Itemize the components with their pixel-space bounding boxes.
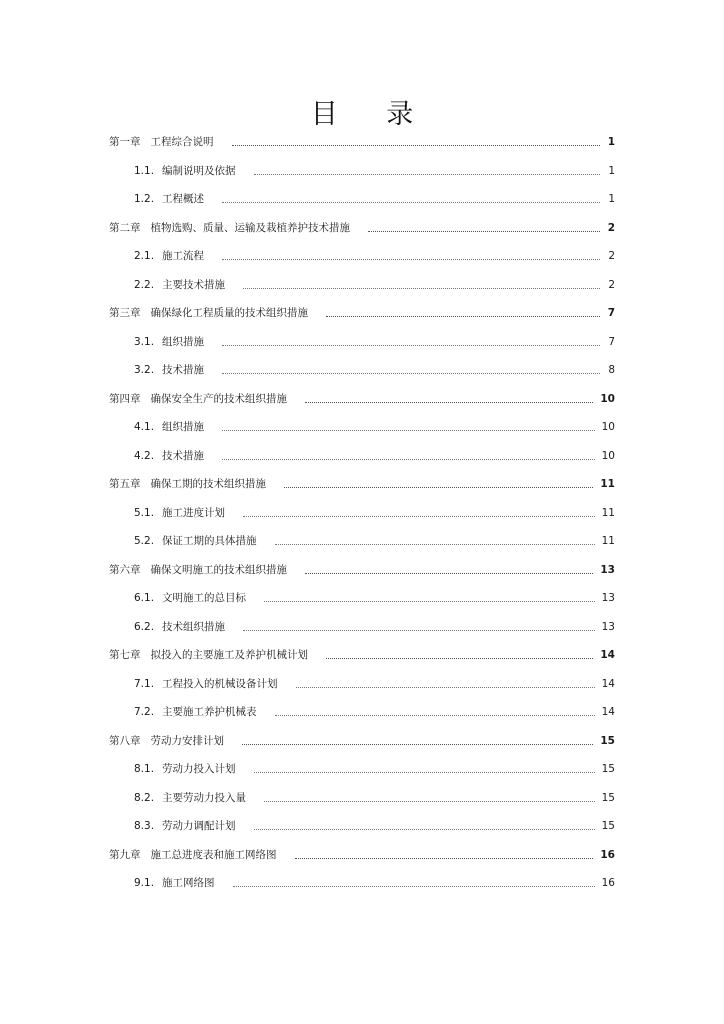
toc-page-number: 10 [601, 421, 615, 433]
toc-entry-number: 第八章 [109, 734, 141, 747]
dot-leader [305, 572, 593, 574]
dot-leader [243, 629, 595, 631]
toc-entry-number: 3.2. [134, 364, 155, 376]
toc-entry-label: 确保安全生产的技术组织措施 [150, 392, 287, 405]
dot-leader [254, 828, 595, 830]
table-of-contents [109, 128, 615, 898]
toc-entry-number: 3.1. [134, 335, 155, 348]
toc-section-entry[interactable] [109, 698, 615, 727]
toc-entry-number: 第五章 [109, 478, 141, 490]
toc-entry-label: 组织措施 [162, 335, 205, 348]
toc-entry-label: 施工网络图 [162, 877, 215, 889]
toc-entry-label: 技术组织措施 [162, 620, 226, 633]
toc-page-number: 2 [607, 221, 615, 234]
dot-leader [233, 885, 595, 887]
toc-entry-number: 5.1. [134, 506, 155, 519]
toc-entry-label: 确保工期的技术组织措施 [150, 478, 266, 490]
dot-leader [222, 258, 600, 260]
dot-leader [243, 515, 595, 517]
toc-page-number: 15 [601, 820, 615, 832]
dot-leader [254, 173, 600, 175]
dot-leader [275, 543, 595, 545]
toc-entry-label: 技术措施 [162, 364, 205, 376]
toc-page-number: 7 [608, 335, 615, 348]
dot-leader [295, 857, 594, 859]
toc-chapter-entry[interactable] [109, 841, 615, 870]
toc-page-number: 8 [608, 364, 615, 376]
toc-section-entry[interactable] [109, 784, 615, 813]
toc-entry-number: 5.2. [134, 535, 155, 547]
toc-page-number: 14 [600, 649, 615, 661]
toc-section-entry[interactable] [109, 185, 615, 214]
toc-page-number: 13 [601, 620, 615, 633]
toc-chapter-entry[interactable] [109, 299, 615, 328]
toc-entry-number: 第四章 [109, 392, 141, 405]
toc-page-number: 11 [600, 478, 615, 490]
toc-entry-number: 4.1. [134, 421, 155, 433]
toc-entry-number: 9.1. [134, 877, 155, 889]
toc-entry-number: 2.2. [134, 278, 155, 291]
toc-section-entry[interactable] [109, 584, 615, 613]
toc-chapter-entry[interactable] [109, 128, 615, 157]
toc-entry-number: 第七章 [109, 649, 141, 661]
dot-leader [264, 800, 595, 802]
toc-page-number: 2 [608, 250, 615, 262]
toc-section-entry[interactable] [109, 328, 615, 357]
dot-leader [326, 315, 600, 317]
toc-section-entry[interactable] [109, 812, 615, 841]
toc-entry-label: 工程概述 [162, 193, 205, 205]
toc-entry-number: 8.1. [134, 763, 155, 775]
toc-page-number: 7 [607, 307, 615, 319]
toc-section-entry[interactable] [109, 356, 615, 385]
toc-page-number: 2 [608, 278, 615, 291]
dot-leader [368, 230, 600, 232]
toc-chapter-entry[interactable] [109, 727, 615, 756]
toc-chapter-entry[interactable] [109, 214, 615, 243]
dot-leader [296, 686, 595, 688]
toc-section-entry[interactable] [109, 499, 615, 528]
toc-entry-label: 施工进度计划 [162, 506, 226, 519]
toc-entry-label: 工程综合说明 [150, 136, 214, 148]
toc-page-number: 14 [601, 706, 615, 718]
dot-leader [222, 372, 600, 374]
toc-page-number: 10 [600, 392, 615, 405]
toc-page-number: 15 [600, 734, 615, 747]
toc-entry-number: 第六章 [109, 563, 141, 576]
toc-page-number: 13 [600, 563, 615, 576]
toc-page-number: 1 [607, 136, 615, 148]
dot-leader [222, 201, 600, 203]
toc-entry-number: 7.1. [134, 677, 155, 690]
toc-section-entry[interactable] [109, 613, 615, 642]
toc-entry-label: 施工总进度表和施工网络图 [150, 848, 277, 861]
toc-entry-label: 工程投入的机械设备计划 [162, 677, 278, 690]
toc-entry-label: 植物选购、质量、运输及栽植养护技术措施 [150, 221, 350, 234]
toc-entry-number: 8.2. [134, 791, 155, 804]
page-title: 目 录 [310, 99, 434, 130]
toc-page-number: 15 [601, 763, 615, 775]
toc-entry-label: 主要劳动力投入量 [162, 791, 247, 804]
toc-entry-number: 6.2. [134, 620, 155, 633]
toc-entry-number: 第三章 [109, 307, 141, 319]
toc-entry-label: 确保文明施工的技术组织措施 [150, 563, 287, 576]
toc-chapter-entry[interactable] [109, 470, 615, 499]
toc-section-entry[interactable] [109, 869, 615, 898]
dot-leader [243, 287, 600, 289]
toc-page-number: 1 [608, 164, 615, 177]
toc-entry-number: 4.2. [134, 449, 155, 462]
toc-entry-label: 劳动力调配计划 [162, 820, 236, 832]
dot-leader [222, 458, 595, 460]
toc-entry-label: 主要施工养护机械表 [162, 706, 257, 718]
toc-page-number: 15 [601, 791, 615, 804]
dot-leader [326, 657, 593, 659]
toc-entry-number: 7.2. [134, 706, 155, 718]
dot-leader [275, 714, 595, 716]
dot-leader [222, 344, 600, 346]
toc-section-entry[interactable] [109, 271, 615, 300]
toc-entry-label: 施工流程 [162, 250, 205, 262]
toc-section-entry[interactable] [109, 755, 615, 784]
toc-page-number: 16 [601, 877, 615, 889]
toc-entry-number: 第二章 [109, 221, 141, 234]
toc-entry-label: 保证工期的具体措施 [162, 535, 257, 547]
toc-entry-number: 第一章 [109, 136, 141, 148]
toc-entry-label: 技术措施 [162, 449, 205, 462]
dot-leader [284, 486, 593, 488]
toc-section-entry[interactable] [109, 242, 615, 271]
toc-section-entry[interactable] [109, 670, 615, 699]
toc-page-number: 10 [601, 449, 615, 462]
dot-leader [242, 743, 593, 745]
toc-entry-number: 8.3. [134, 820, 155, 832]
toc-entry-label: 文明施工的总目标 [162, 592, 247, 604]
toc-page-number: 16 [600, 848, 615, 861]
toc-entry-label: 拟投入的主要施工及养护机械计划 [150, 649, 308, 661]
toc-entry-label: 主要技术措施 [162, 278, 226, 291]
toc-page-number: 14 [601, 677, 615, 690]
toc-section-entry[interactable] [109, 527, 615, 556]
toc-entry-number: 2.1. [134, 250, 155, 262]
dot-leader [254, 771, 595, 773]
toc-entry-number: 1.2. [134, 193, 155, 205]
toc-entry-label: 确保绿化工程质量的技术组织措施 [150, 307, 308, 319]
toc-entry-label: 劳动力安排计划 [150, 734, 224, 747]
toc-section-entry[interactable] [109, 413, 615, 442]
toc-page-number: 13 [601, 592, 615, 604]
dot-leader [264, 600, 595, 602]
toc-chapter-entry[interactable] [109, 385, 615, 414]
toc-page-number: 11 [601, 506, 615, 519]
toc-page-number: 1 [608, 193, 615, 205]
toc-section-entry[interactable] [109, 157, 615, 186]
toc-entry-number: 第九章 [109, 848, 141, 861]
toc-chapter-entry[interactable] [109, 556, 615, 585]
dot-leader [222, 429, 595, 431]
toc-entry-label: 劳动力投入计划 [162, 763, 236, 775]
toc-chapter-entry[interactable] [109, 641, 615, 670]
toc-entry-number: 1.1. [134, 164, 155, 177]
dot-leader [232, 144, 601, 146]
toc-entry-number: 6.1. [134, 592, 155, 604]
toc-page-number: 11 [601, 535, 615, 547]
toc-entry-label: 编制说明及依据 [162, 164, 236, 177]
dot-leader [305, 401, 593, 403]
toc-entry-label: 组织措施 [162, 421, 205, 433]
toc-section-entry[interactable] [109, 442, 615, 471]
